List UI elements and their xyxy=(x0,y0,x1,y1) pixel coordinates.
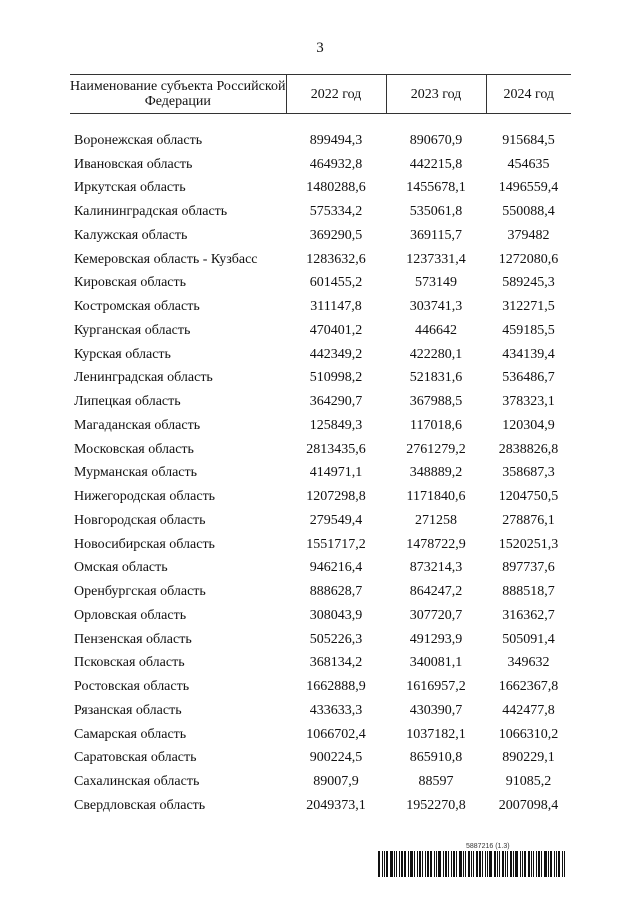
barcode-bar xyxy=(522,851,523,877)
barcode-bar xyxy=(476,851,478,877)
barcode-bar xyxy=(443,851,444,877)
table-row xyxy=(70,509,571,533)
barcode-bar xyxy=(533,851,534,877)
value-2022-cell: 470401,2 xyxy=(309,322,363,338)
table-row xyxy=(70,224,571,248)
value-2024-cell: 1272080,6 xyxy=(498,251,559,267)
value-2023-cell: 1171840,6 xyxy=(406,489,466,505)
value-2023-cell: 340081,1 xyxy=(409,655,463,671)
value-2023-cell: 348889,2 xyxy=(409,465,463,481)
barcode-bar xyxy=(468,851,470,877)
barcode-bar xyxy=(471,851,472,877)
value-2022-cell: 368134,2 xyxy=(309,655,363,671)
region-name-cell: Кемеровская область - Кузбасс xyxy=(74,251,258,267)
barcode-bar xyxy=(463,851,464,877)
value-2023-cell: 422280,1 xyxy=(409,346,463,362)
spacer-row xyxy=(70,114,571,130)
value-2023-cell: 271258 xyxy=(415,512,457,528)
region-name-cell: Кировская область xyxy=(74,275,187,291)
region-name-cell: Свердловская область xyxy=(74,797,206,813)
barcode-bar xyxy=(515,851,518,877)
table-row xyxy=(70,129,571,153)
value-2024-cell: 379482 xyxy=(507,227,550,243)
value-2024-cell: 120304,9 xyxy=(502,417,555,433)
value-2023-cell: 1952270,8 xyxy=(406,797,466,813)
region-name-cell: Курская область xyxy=(74,346,171,362)
value-2022-cell: 601455,2 xyxy=(309,275,363,291)
value-2024-cell: 1066310,2 xyxy=(498,726,559,742)
barcode-bar xyxy=(524,851,526,877)
region-name-cell: Московская область xyxy=(74,441,194,457)
value-2024-cell: 915684,5 xyxy=(502,132,555,148)
value-2022-cell: 1283632,6 xyxy=(306,251,366,267)
page-number: 3 xyxy=(316,40,324,56)
value-2024-cell: 358687,3 xyxy=(502,465,555,481)
barcode-bar xyxy=(436,851,437,877)
region-name-cell: Ленинградская область xyxy=(74,370,213,386)
value-2023-cell: 369115,7 xyxy=(410,227,462,243)
region-name-cell: Оренбургская область xyxy=(74,584,206,600)
value-2023-cell: 307720,7 xyxy=(409,607,463,623)
table-row xyxy=(70,794,571,818)
barcode-bar xyxy=(408,851,409,877)
table-row xyxy=(70,557,571,581)
value-2023-cell: 890670,9 xyxy=(409,132,463,148)
table-row xyxy=(70,533,571,557)
barcode-bar xyxy=(538,851,540,877)
barcode-bar xyxy=(396,851,397,877)
value-2023-cell: 491293,9 xyxy=(409,631,463,647)
barcode-bar xyxy=(544,851,547,877)
value-2022-cell: 575334,2 xyxy=(309,204,363,220)
table-row xyxy=(70,390,571,414)
barcode-bar xyxy=(562,851,563,877)
table-row xyxy=(70,319,571,343)
barcode-bar xyxy=(434,851,435,877)
value-2023-cell: 1616957,2 xyxy=(406,679,466,695)
region-name-cell: Калининградская область xyxy=(74,204,228,220)
region-name-cell: Воронежская область xyxy=(74,132,203,148)
barcode-bar xyxy=(489,851,492,877)
table-row xyxy=(70,604,571,628)
table-body xyxy=(70,114,571,818)
table-row xyxy=(70,272,571,296)
value-2023-cell: 1037182,1 xyxy=(406,726,466,742)
barcode-bar xyxy=(419,851,421,877)
barcode-bar xyxy=(384,851,385,877)
region-name-cell: Саратовская область xyxy=(74,750,197,766)
value-2022-cell: 89007,9 xyxy=(313,774,359,790)
barcode-bar xyxy=(494,851,496,877)
barcode-bar xyxy=(473,851,474,877)
barcode-bar xyxy=(422,851,423,877)
table-row xyxy=(70,462,571,486)
table-row xyxy=(70,723,571,747)
value-2024-cell: 888518,7 xyxy=(502,584,555,600)
barcode-bar xyxy=(390,851,393,877)
header-2024: 2024 год xyxy=(486,75,571,114)
barcode-bar xyxy=(528,851,530,877)
region-name-cell: Мурманская область xyxy=(74,465,198,481)
region-name-cell: Магаданская область xyxy=(74,417,201,433)
value-2022-cell: 899494,3 xyxy=(309,132,363,148)
barcode-bar xyxy=(485,851,486,877)
table-row xyxy=(70,200,571,224)
barcode-bar xyxy=(564,851,565,877)
value-2023-cell: 1237331,4 xyxy=(406,251,466,267)
barcode-bar xyxy=(427,851,429,877)
barcode-bar xyxy=(502,851,504,877)
barcode-bar xyxy=(425,851,426,877)
header-region: Наименование субъекта Российской Федерации xyxy=(70,75,286,114)
region-name-cell: Костромская область xyxy=(74,299,200,315)
value-2022-cell: 364290,7 xyxy=(309,394,363,410)
barcode-bar xyxy=(417,851,418,877)
value-2024-cell: 897737,6 xyxy=(502,560,555,576)
value-2023-cell: 2761279,2 xyxy=(406,441,466,457)
barcode-bar xyxy=(394,851,395,877)
value-2022-cell: 505226,3 xyxy=(309,631,363,647)
value-2023-cell: 367988,5 xyxy=(409,394,463,410)
table-row xyxy=(70,628,571,652)
value-2022-cell: 433633,3 xyxy=(309,702,363,718)
value-2023-cell: 1455678,1 xyxy=(406,180,466,196)
value-2022-cell: 2049373,1 xyxy=(306,797,366,813)
barcode-bar xyxy=(465,851,466,877)
value-2022-cell: 279549,4 xyxy=(309,512,363,528)
barcode-bar xyxy=(482,851,483,877)
barcode-bar xyxy=(479,851,481,877)
barcode-bar xyxy=(404,851,406,877)
value-2023-cell: 573149 xyxy=(415,275,457,291)
value-2024-cell: 2838826,8 xyxy=(498,441,559,457)
value-2023-cell: 88597 xyxy=(418,774,454,790)
barcode-bar xyxy=(453,851,455,877)
value-2024-cell: 442477,8 xyxy=(502,702,555,718)
value-2022-cell: 311147,8 xyxy=(310,299,362,315)
barcode-bar xyxy=(550,851,552,877)
value-2022-cell: 1207298,8 xyxy=(306,489,366,505)
value-2022-cell: 1480288,6 xyxy=(306,180,366,196)
barcode-bar xyxy=(558,851,560,877)
table-row xyxy=(70,248,571,272)
value-2023-cell: 446642 xyxy=(415,322,457,338)
region-name-cell: Рязанская область xyxy=(74,702,182,718)
barcode-bar xyxy=(499,851,500,877)
table-row xyxy=(70,153,571,177)
value-2024-cell: 316362,7 xyxy=(502,607,555,623)
value-2024-cell: 550088,4 xyxy=(502,204,555,220)
table-row xyxy=(70,770,571,794)
value-2024-cell: 312271,5 xyxy=(502,299,555,315)
value-2024-cell: 454635 xyxy=(507,156,550,172)
table-row xyxy=(70,438,571,462)
region-name-cell: Ивановская область xyxy=(74,156,193,172)
barcode-bar xyxy=(401,851,403,877)
value-2024-cell: 505091,4 xyxy=(502,631,555,647)
barcode-bar xyxy=(520,851,521,877)
table-row xyxy=(70,367,571,391)
region-name-cell: Сахалинская область xyxy=(74,774,200,790)
value-2022-cell: 900224,5 xyxy=(309,750,363,766)
barcode-bar xyxy=(382,851,383,877)
value-2023-cell: 1478722,9 xyxy=(406,536,466,552)
barcode-icon xyxy=(378,851,606,877)
barcode-bar xyxy=(386,851,388,877)
table-row xyxy=(70,699,571,723)
region-name-cell: Курганская область xyxy=(74,322,191,338)
barcode-bar xyxy=(445,851,447,877)
barcode-bar xyxy=(459,851,462,877)
barcode-bar xyxy=(487,851,488,877)
value-2022-cell: 1551717,2 xyxy=(306,536,366,552)
value-2022-cell: 946216,4 xyxy=(309,560,363,576)
value-2022-cell: 125849,3 xyxy=(309,417,363,433)
table-header xyxy=(70,75,571,114)
value-2024-cell: 1496559,4 xyxy=(498,180,559,196)
barcode-bar xyxy=(531,851,532,877)
value-2022-cell: 414971,1 xyxy=(309,465,363,481)
value-2023-cell: 442215,8 xyxy=(409,156,463,172)
table-row xyxy=(70,747,571,771)
barcode-bar xyxy=(410,851,413,877)
table-row xyxy=(70,675,571,699)
value-2024-cell: 91085,2 xyxy=(505,774,552,790)
value-2022-cell: 510998,2 xyxy=(309,370,363,386)
region-name-cell: Ростовская область xyxy=(74,679,190,695)
region-name-cell: Самарская область xyxy=(74,726,187,742)
barcode-bar xyxy=(510,851,512,877)
table-row xyxy=(70,652,571,676)
region-name-cell: Нижегородская область xyxy=(74,489,216,505)
value-2022-cell: 442349,2 xyxy=(309,346,363,362)
barcode-label: 5887216 (1.3) xyxy=(466,843,510,850)
barcode-bar xyxy=(399,851,400,877)
value-2024-cell: 349632 xyxy=(507,655,550,671)
barcode-bar xyxy=(554,851,555,877)
barcode-bar xyxy=(507,851,508,877)
value-2023-cell: 521831,6 xyxy=(409,370,463,386)
value-2023-cell: 864247,2 xyxy=(409,584,463,600)
value-2022-cell: 2813435,6 xyxy=(306,441,366,457)
value-2024-cell: 1520251,3 xyxy=(498,536,559,552)
value-2023-cell: 535061,8 xyxy=(409,204,463,220)
region-name-cell: Новосибирская область xyxy=(74,536,215,552)
value-2023-cell: 865910,8 xyxy=(409,750,463,766)
barcode-bar xyxy=(438,851,441,877)
barcode-bar xyxy=(414,851,415,877)
value-2022-cell: 1662888,9 xyxy=(306,679,366,695)
data-table xyxy=(70,74,571,818)
value-2022-cell: 369290,5 xyxy=(309,227,363,243)
value-2024-cell: 278876,1 xyxy=(502,512,555,528)
value-2022-cell: 308043,9 xyxy=(309,607,363,623)
value-2023-cell: 873214,3 xyxy=(409,560,463,576)
barcode-bar xyxy=(497,851,498,877)
barcode-bar xyxy=(378,851,380,877)
region-name-cell: Омская область xyxy=(74,560,168,576)
table-row xyxy=(70,414,571,438)
value-2023-cell: 117018,6 xyxy=(410,417,462,433)
table-row xyxy=(70,295,571,319)
barcode-block xyxy=(378,843,606,877)
region-name-cell: Новгородская область xyxy=(74,512,206,528)
table-row xyxy=(70,580,571,604)
value-2024-cell: 378323,1 xyxy=(502,394,555,410)
value-2024-cell: 1204750,5 xyxy=(498,489,559,505)
region-name-cell: Липецкая область xyxy=(74,394,181,410)
barcode-bar xyxy=(513,851,514,877)
value-2023-cell: 303741,3 xyxy=(409,299,463,315)
table-row xyxy=(70,485,571,509)
region-name-cell: Калужская область xyxy=(74,227,188,243)
region-name-cell: Иркутская область xyxy=(74,180,186,196)
region-name-cell: Орловская область xyxy=(74,607,187,623)
table-row xyxy=(70,343,571,367)
barcode-bar xyxy=(548,851,549,877)
region-name-cell: Псковская область xyxy=(74,655,185,671)
barcode-bar xyxy=(448,851,449,877)
value-2024-cell: 536486,7 xyxy=(502,370,555,386)
barcode-bar xyxy=(556,851,557,877)
value-2024-cell: 1662367,8 xyxy=(498,679,559,695)
header-2022: 2022 год xyxy=(286,75,386,114)
value-2024-cell: 890229,1 xyxy=(502,750,555,766)
barcode-bar xyxy=(541,851,542,877)
value-2022-cell: 464932,8 xyxy=(309,156,363,172)
barcode-bar xyxy=(451,851,452,877)
barcode-bar xyxy=(430,851,432,877)
value-2024-cell: 459185,5 xyxy=(502,322,555,338)
value-2024-cell: 589245,3 xyxy=(502,275,555,291)
table-row xyxy=(70,177,571,201)
value-2024-cell: 434139,4 xyxy=(502,346,555,362)
value-2022-cell: 1066702,4 xyxy=(306,726,366,742)
value-2022-cell: 888628,7 xyxy=(309,584,363,600)
region-name-cell: Пензенская область xyxy=(74,631,192,647)
barcode-bar xyxy=(456,851,457,877)
header-2023: 2023 год xyxy=(386,75,486,114)
value-2024-cell: 2007098,4 xyxy=(498,797,559,813)
barcode-bar xyxy=(536,851,537,877)
value-2023-cell: 430390,7 xyxy=(409,702,463,718)
barcode-bar xyxy=(505,851,506,877)
